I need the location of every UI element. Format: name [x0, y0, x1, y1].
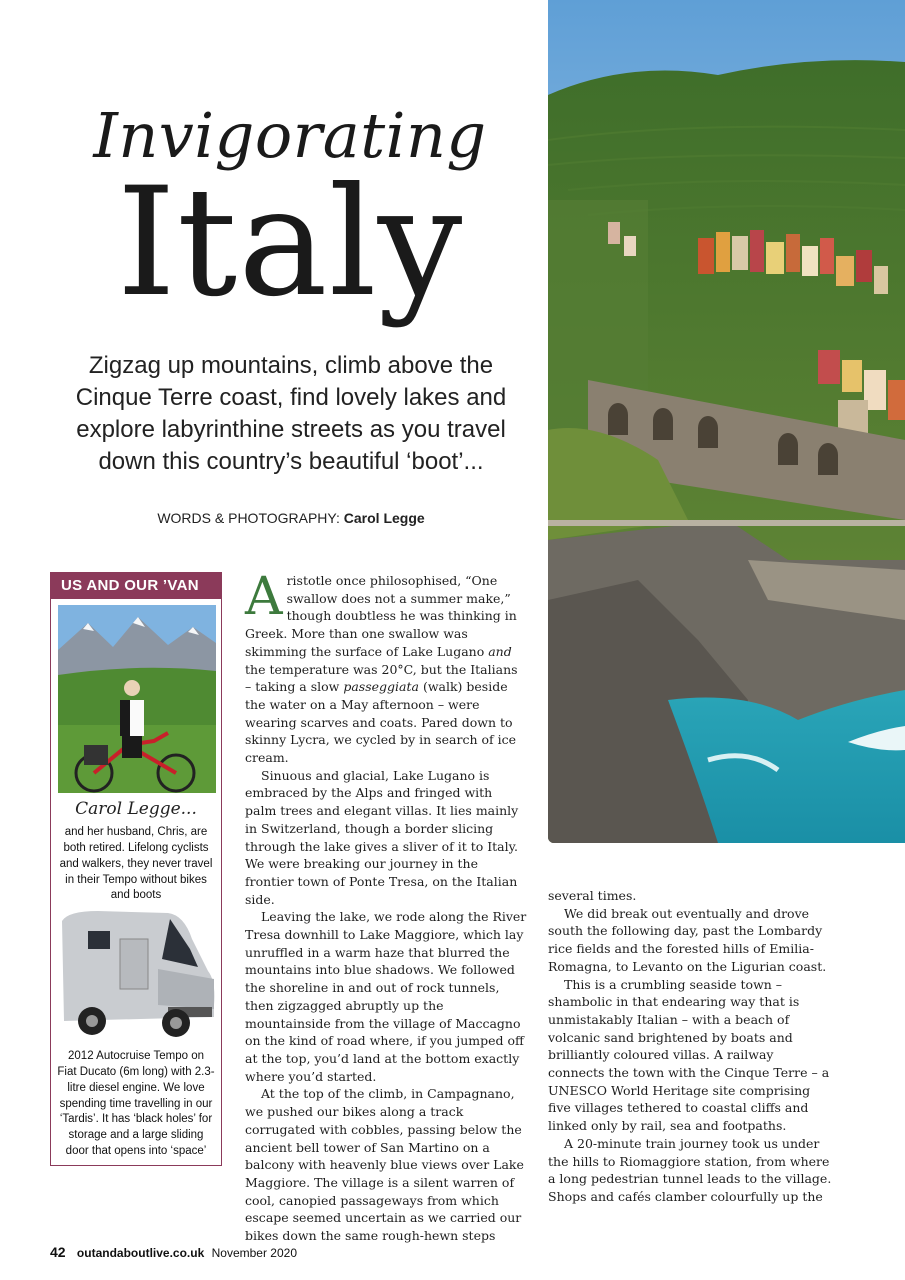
- paragraph-8: A 20-minute train journey took us under the hills to Riomaggiore station, from where a long pedestrian tunnel leads to the village. Shops and cafés clamber colourfully up the: [548, 1135, 832, 1204]
- paragraph-6: We did break out eventually and drove south the following day, past the Lombardy rice fields and the forested hills of Emilia-Romagna, to Levanto on the Ligurian coast.: [548, 905, 827, 974]
- p1-lead: ristotle once philosophised, “One swallow does not a summer make,” though doubtless he was thinking in Greek. More than one swallow was skimming the surface of Lake Lugano: [245, 573, 517, 659]
- paragraph-2: Sinuous and glacial, Lake Lugano is embraced by the Alps and fringed with palm trees and elegant villas. It lies mainly in Switzerland, though a border slicing through the lake gives a sliver of it to Italy. We were breaking our journey in the frontier town of Ponte Tresa, on the Italian side.: [245, 767, 519, 907]
- paragraph-3: Leaving the lake, we rode along the River Tresa downhill to Lake Maggiore, which lay unruffled in a warm haze that blurred the mountains into blue shadows. We followed the shoreline in and out of rock tunnels, then zigzagged abruptly up the mountainside from the village of Maccagno on the kind of road where, if you jumped off at the top, you’d land at the bottom exactly where you’d started.: [245, 909, 527, 1084]
- credit-label: WORDS & PHOTOGRAPHY:: [157, 510, 340, 526]
- page-number: 42: [50, 1244, 66, 1260]
- footer-issue: November 2020: [211, 1246, 297, 1260]
- p1-and: and: [488, 643, 512, 659]
- sidebar-author-name: Carol Legge...: [75, 799, 197, 819]
- paragraph-5: several times.: [548, 888, 637, 903]
- footer-site: outandaboutlive.co.uk: [76, 1246, 205, 1260]
- credit-author: Carol Legge: [343, 510, 425, 526]
- cyclist-photo: [58, 605, 216, 793]
- paragraph-7: This is a crumbling seaside town – shambolic in that endearing way that is unmistakably Italian – with a beach of volcanic sand brightened by boats and brilliantly coloured villas. A railway connects the town with the Cinque Terre – a UNESCO World Heritage site comprising five villages tethered to coastal cliffs and linked only by rail, sea and footpaths.: [548, 976, 830, 1134]
- sidebar-intro: and her husband, Chris, are both retired. Lifelong cyclists and walkers, they never travel in their Tempo without bikes and boots: [59, 826, 213, 902]
- sidebar-van-text: 2012 Autocruise Tempo on Fiat Ducato (6m long) with 2.3-litre diesel engine. We love spending time travelling in our ‘Tardis’. It has ‘black holes’ for storage and a large sliding door that opens into ‘space’: [57, 1050, 215, 1158]
- p1-tail: (walk) beside the water on a May afternoon – were wearing scarves and coats. Pared down to skinny Lycra, we cycled by in search of ice cream.: [245, 679, 516, 766]
- p1-mid: the temperature was 20°C, but the Italians – taking a slow: [245, 661, 518, 695]
- hero-photo-cinque-terre: [548, 0, 905, 843]
- page-title: Italy: [116, 156, 464, 330]
- p1-passeggiata: passeggiata: [343, 679, 419, 695]
- motorhome-photo: [58, 909, 216, 1041]
- paragraph-1: [245, 567, 527, 767]
- article-column-1: [245, 567, 527, 1245]
- credit-line: [56, 510, 526, 526]
- drop-cap: A: [245, 567, 283, 627]
- standfirst: Zigzag up mountains, climb above the Cinque Terre coast, find lovely lakes and explore labyrinthine streets as you travel down this country’s beautiful ‘boot’...: [75, 352, 507, 475]
- title-kicker: Invigorating: [93, 99, 487, 172]
- sidebar-box: [50, 572, 222, 1166]
- sidebar-heading: US AND OUR ’VAN: [51, 573, 221, 599]
- article-column-2: [548, 887, 833, 1206]
- page-footer: [50, 1244, 297, 1260]
- paragraph-4: At the top of the climb, in Campagnano, we pushed our bikes along a track corrugated with cobbles, passing below the ancient bell tower of San Martino on a balcony with heavenly blue views over Lake Maggiore. The village is a silent warren of cool, canopied passageways from which escape seemed uncertain as we carried our bikes down the same rough-hewn steps: [245, 1086, 524, 1244]
